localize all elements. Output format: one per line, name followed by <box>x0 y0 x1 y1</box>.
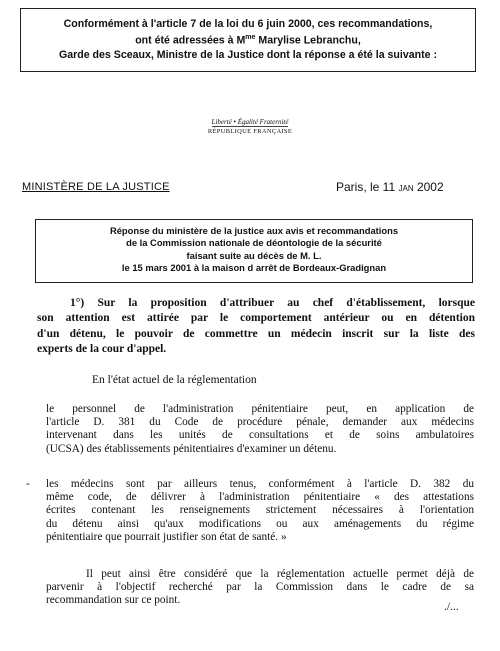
subject-line: faisant suite au décès de M. L. <box>186 249 322 261</box>
recipient-notice-box <box>20 8 476 72</box>
subject-line: Réponse du ministère de la justice aux avis et recommandations <box>109 225 399 236</box>
notice-line-3: Garde des Sceaux, Ministre de la Justice dont la réponse a été la suivante : <box>59 48 437 61</box>
notice-line-2: ont été adressées à $M^{me}$ Marylise Lebranchu, <box>135 34 361 47</box>
republic-motto: Liberté • Égalité Fraternité <box>211 118 289 126</box>
point-1-heading: 1°) Sur la proposition d'attribuer au chef d'établissement, lorsque son attention est attirée par le comportement antérieur ou en détention d'un détenu, le pouvoir de commettre un médecin inscrit sur la liste des experts de la cour d'appel. <box>37 297 475 356</box>
subject-box <box>35 219 473 283</box>
continuation-mark: ./... <box>444 601 459 613</box>
subject-line: de la Commission nationale de déontologie de la sécurité <box>126 237 382 249</box>
notice-line-1: Conformément à l'article 7 de la loi du 6 juin 2000, ces recommandations, <box>63 18 433 30</box>
paragraph-personnel: le personnel de l'administration pénitentiaire peut, en application de l'article D. 381 du Code de procédure pénale, demander aux médecins intervenant dans les unités de consultations et de soins ambulatoires (UCSA) des établissements pénitentiaires d'examiner un détenu. <box>46 403 474 455</box>
date-line: Paris, le 11 JAN 2002 <box>336 180 444 194</box>
republic-name: RÉPUBLIQUE FRANÇAISE <box>207 128 293 135</box>
subject-line: le 15 mars 2001 à la maison d arrêt de Bordeaux-Gradignan <box>121 262 387 274</box>
paragraph-conclusion: Il peut ainsi être considéré que la réglementation actuelle permet déjà de parvenir à l'objectif recherché par la Commission dans le cadre de sa recommandation sur ce point. <box>46 568 474 607</box>
list-dash: - <box>26 478 30 490</box>
current-regulation-heading: En l'état actuel de la réglementation <box>92 374 257 386</box>
paragraph-medecins: les médecins sont par ailleurs tenus, conformément à l'article D. 382 du même code, de délivrer à l'administration pénitentiaire « des attestations écrites contenant les renseignements strictement nécessaires à l'orientation du détenu ainsi qu'aux modifications ou aux aménagements du régime pénitentiaire que pourrait justifier son état de santé. » <box>46 478 474 543</box>
ministry-heading: MINISTÈRE DE LA JUSTICE <box>22 181 170 193</box>
